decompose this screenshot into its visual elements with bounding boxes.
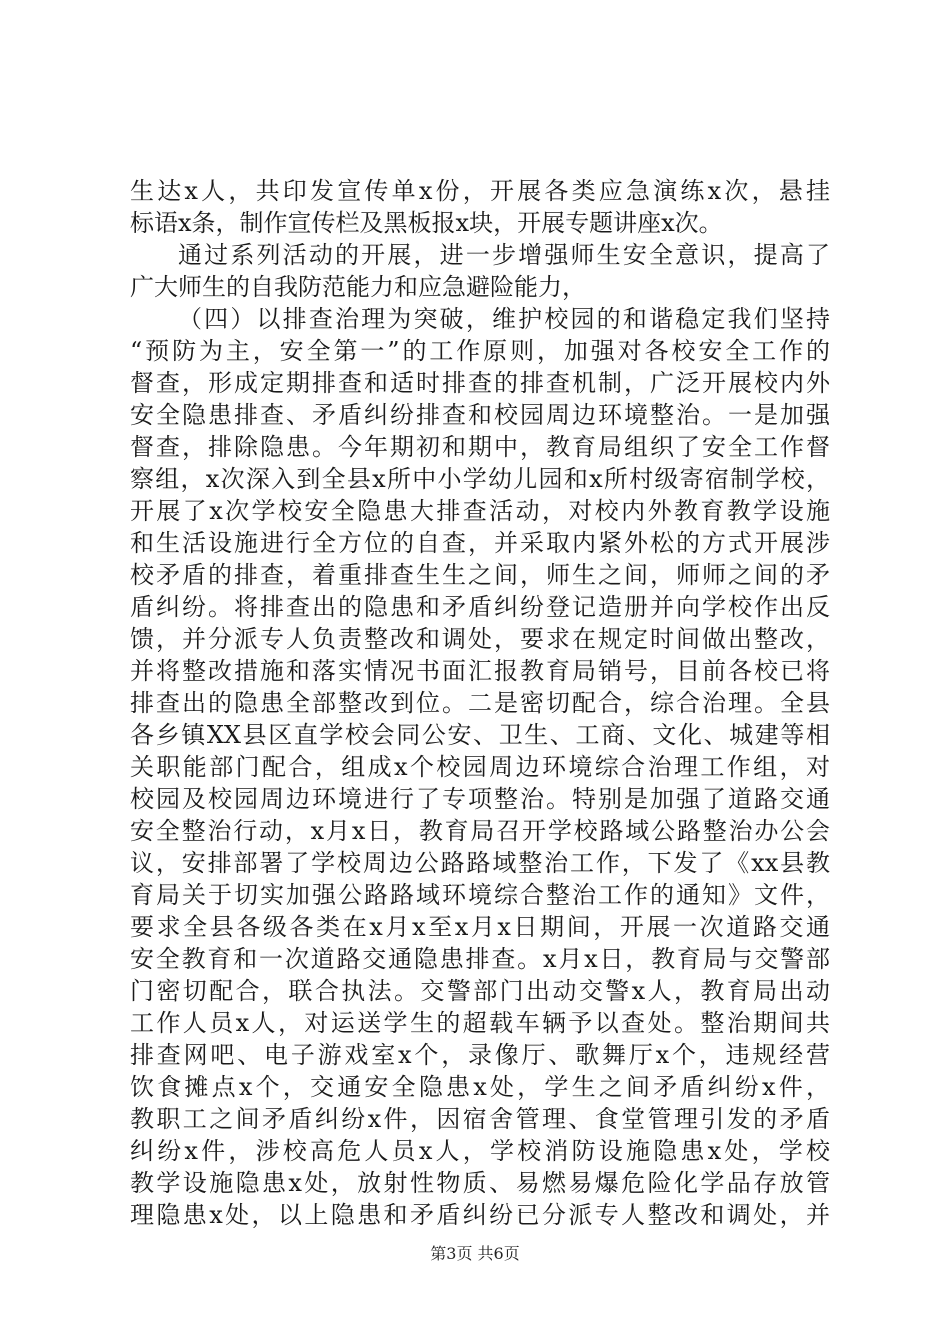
text-line: 和生活设施进行全方位的自查，并采取内紧外松的方式开展涉 [130,529,830,557]
text-line: 通过系列活动的开展，进一步增强师生安全意识，提高了 [178,241,830,269]
text-line: 馈，并分派专人负责整改和调处，要求在规定时间做出整改， [130,625,830,653]
text-line: 并将整改措施和落实情况书面汇报教育局销号，目前各校已将 [130,657,830,685]
text-line: 育局关于切实加强公路路域环境综合整治工作的通知》文件， [130,881,830,909]
text-line: 议，安排部署了学校周边公路路域整治工作，下发了《xx县教 [130,849,830,877]
text-line: 关职能部门配合，组成x个校园周边环境综合治理工作组，对 [130,753,830,781]
text-line: 安全隐患排查、矛盾纠纷排查和校园周边环境整治。一是加强 [130,401,830,429]
text-line: 安全整治行动，x月x日，教育局召开学校路域公路整治办公会 [130,817,830,845]
text-line: 生达x人，共印发宣传单x份，开展各类应急演练x次，悬挂 [130,177,830,205]
text-line: 门密切配合，联合执法。交警部门出动交警x人，教育局出动 [130,977,830,1005]
text-line: 理隐患x处，以上隐患和矛盾纠纷已分派专人整改和调处，并 [130,1201,830,1229]
text-line: 督查，排除隐患。今年期初和期中，教育局组织了安全工作督 [130,433,830,461]
text-line: 校矛盾的排查，着重排查生生之间，师生之间，师师之间的矛 [130,561,830,589]
text-line: 察组，x次深入到全县x所中小学幼儿园和x所村级寄宿制学校， [130,465,830,493]
text-line: “预防为主，安全第一”的工作原则，加强对各校安全工作的 [130,337,830,365]
text-line: 饮食摊点x个，交通安全隐患x处，学生之间矛盾纠纷x件， [130,1073,830,1101]
document-body [130,175,830,1231]
text-line: 教职工之间矛盾纠纷x件，因宿舍管理、食堂管理引发的矛盾 [130,1105,830,1133]
text-line: 教学设施隐患x处，放射性物质、易燃易爆危险化学品存放管 [130,1169,830,1197]
text-line: 盾纠纷。将排查出的隐患和矛盾纠纷登记造册并向学校作出反 [130,593,830,621]
text-line: 开展了x次学校安全隐患大排查活动，对校内外教育教学设施 [130,497,830,525]
text-line: 安全教育和一次道路交通隐患排查。x月x日，教育局与交警部 [130,945,830,973]
text-line: 标语x条，制作宣传栏及黑板报x块，开展专题讲座x次。 [130,209,723,237]
text-line: 排查出的隐患全部整改到位。二是密切配合，综合治理。全县 [130,689,830,717]
page-number: 第3页 共6页 [430,1244,520,1263]
text-line: 广大师生的自我防范能力和应急避险能力， [130,273,586,301]
text-line: 督查，形成定期排查和适时排查的排查机制，广泛开展校内外 [130,369,830,397]
text-line: 要求全县各级各类在x月x至x月x日期间，开展一次道路交通 [130,913,830,941]
text-line: （四）以排查治理为突破，维护校园的和谐稳定我们坚持 [178,305,830,333]
text-line: 工作人员x人，对运送学生的超载车辆予以查处。整治期间共 [130,1009,830,1037]
text-line: 各乡镇XX县区直学校会同公安、卫生、工商、文化、城建等相 [130,721,830,749]
text-line: 纠纷x件，涉校高危人员x人，学校消防设施隐患x处，学校 [130,1137,830,1165]
text-line: 校园及校园周边环境进行了专项整治。特别是加强了道路交通 [130,785,830,813]
text-line: 排查网吧、电子游戏室x个，录像厅、歌舞厅x个，违规经营 [130,1041,830,1069]
